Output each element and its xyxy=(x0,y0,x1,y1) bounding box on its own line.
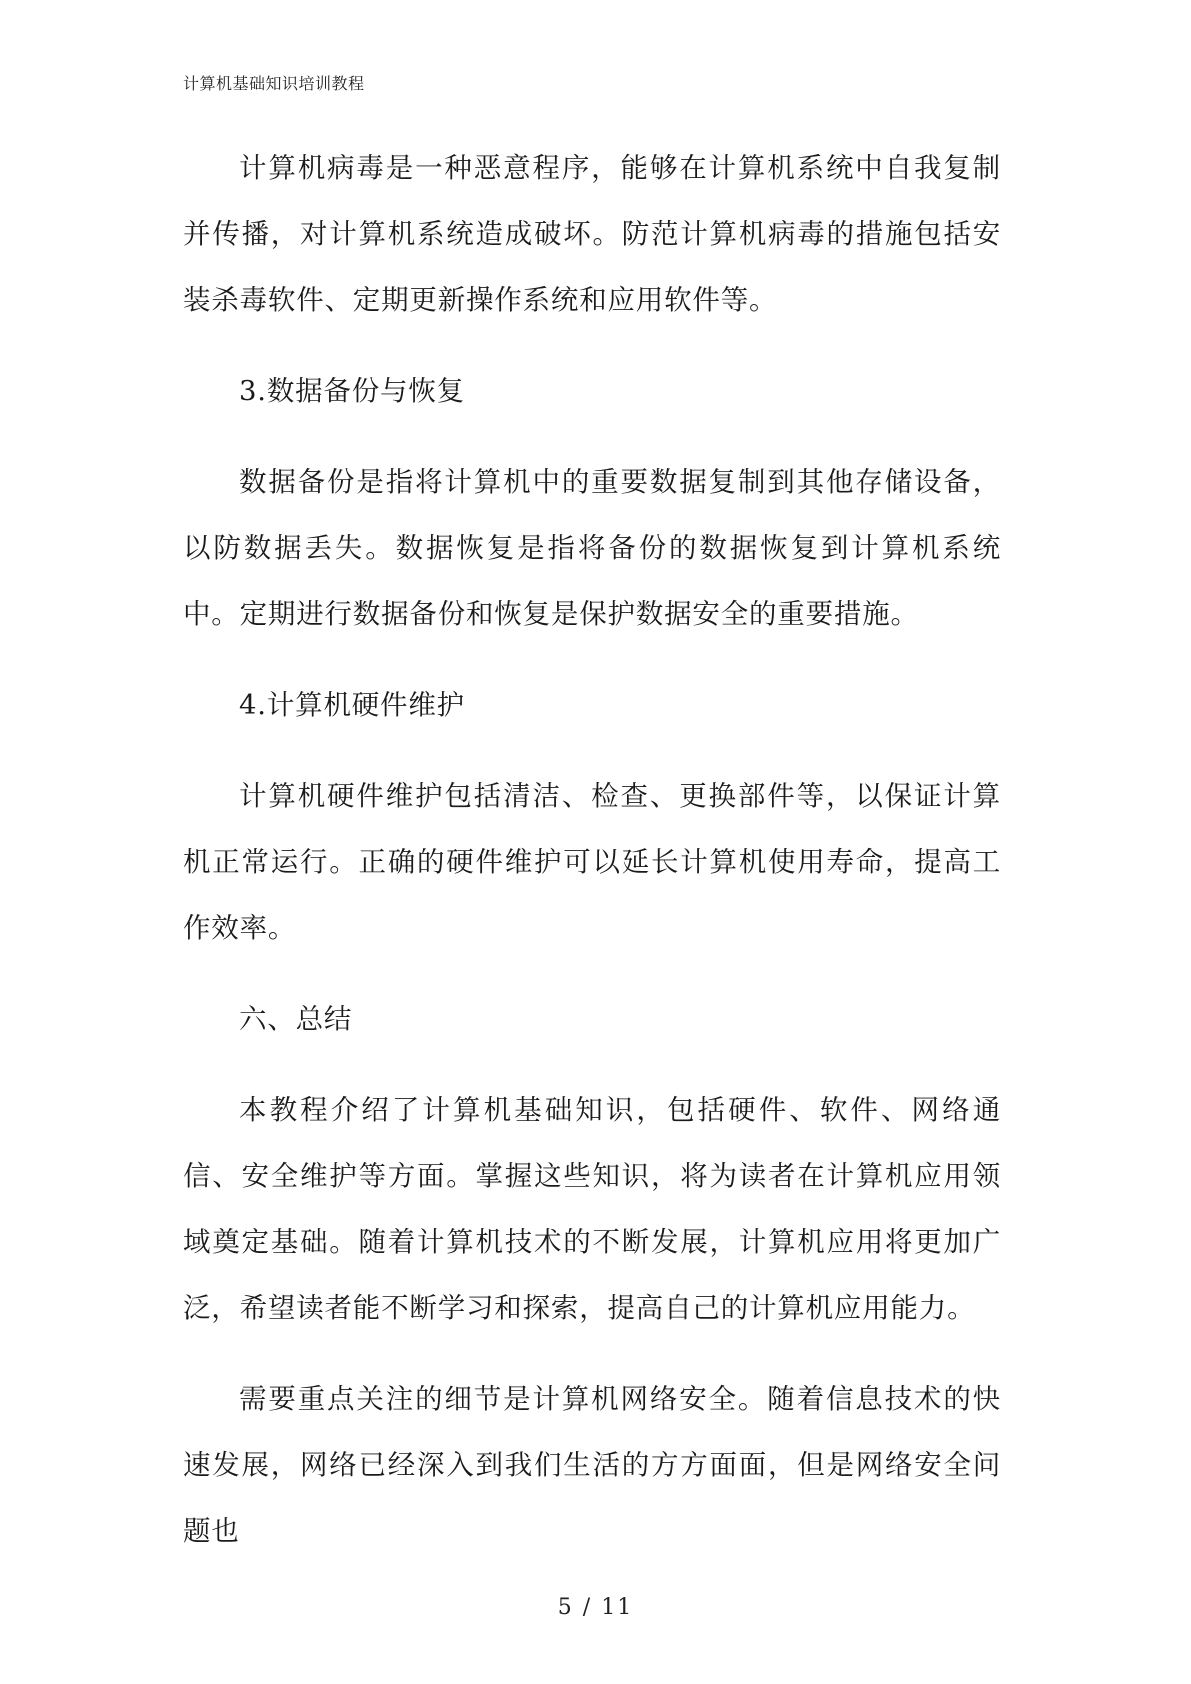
document-body xyxy=(183,135,1001,1564)
paragraph-network-security: 需要重点关注的细节是计算机网络安全。随着信息技术的快速发展，网络已经深入到我们生活的方方面面，但是网络安全问题也 xyxy=(183,1383,1001,1547)
paragraph-virus: 计算机病毒是一种恶意程序，能够在计算机系统中自我复制并传播，对计算机系统造成破坏。防范计算机病毒的措施包括安装杀毒软件、定期更新操作系统和应用软件等。 xyxy=(183,152,1001,316)
paragraph-hardware: 计算机硬件维护包括清洁、检查、更换部件等，以保证计算机正常运行。正确的硬件维护可以延长计算机使用寿命，提高工作效率。 xyxy=(183,780,1001,944)
page-number: 5 / 11 xyxy=(557,1595,634,1620)
section-heading-backup: 3.数据备份与恢复 xyxy=(239,375,465,407)
paragraph-summary: 本教程介绍了计算机基础知识，包括硬件、软件、网络通信、安全维护等方面。掌握这些知识，将为读者在计算机应用领域奠定基础。随着计算机技术的不断发展，计算机应用将更加广泛，希望读者能不断学习和探索，提高自己的计算机应用能力。 xyxy=(183,1094,1001,1324)
page-header-title: 计算机基础知识培训教程 xyxy=(183,74,365,93)
section-heading-hardware: 4.计算机硬件维护 xyxy=(239,689,465,721)
paragraph-backup: 数据备份是指将计算机中的重要数据复制到其他存储设备，以防数据丢失。数据恢复是指将备份的数据恢复到计算机系统中。定期进行数据备份和恢复是保护数据安全的重要措施。 xyxy=(183,466,1001,630)
section-heading-summary: 六、总结 xyxy=(239,1003,353,1035)
